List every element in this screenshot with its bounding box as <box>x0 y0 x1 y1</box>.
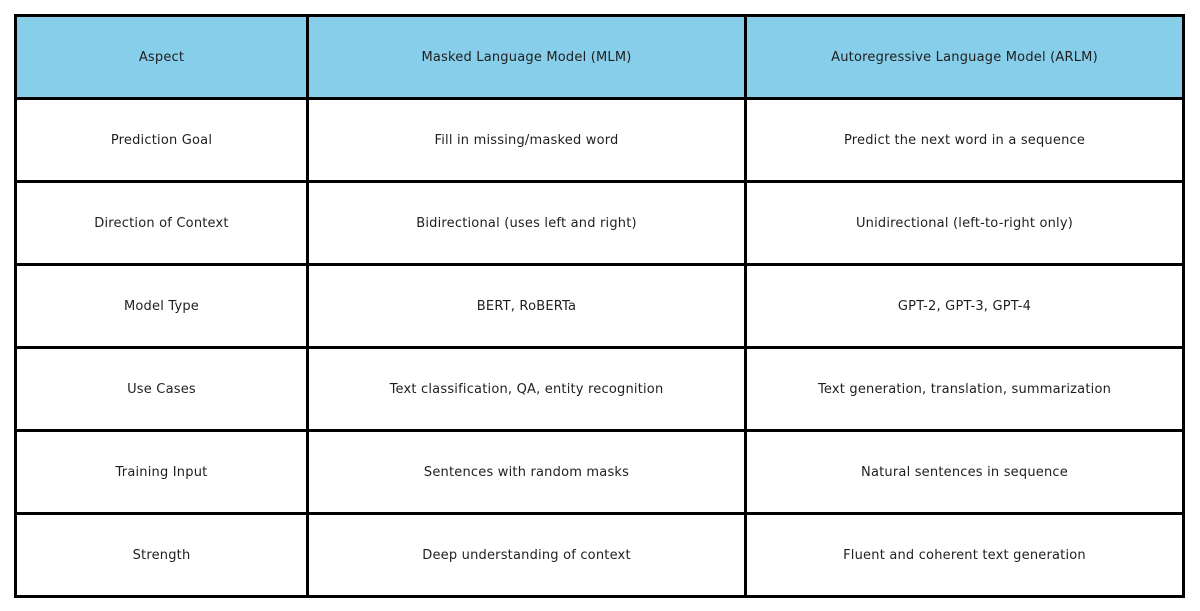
row-label-cell: Prediction Goal <box>16 99 308 182</box>
row-label-cell: Strength <box>16 514 308 597</box>
table-row <box>16 99 1184 182</box>
column-header-1: Masked Language Model (MLM) <box>308 16 746 99</box>
value-cell: Bidirectional (uses left and right) <box>308 182 746 265</box>
column-header-0: Aspect <box>16 16 308 99</box>
row-label-cell: Use Cases <box>16 348 308 431</box>
value-cell: Natural sentences in sequence <box>746 431 1184 514</box>
row-label-cell: Training Input <box>16 431 308 514</box>
value-cell: Deep understanding of context <box>308 514 746 597</box>
value-cell: Fluent and coherent text generation <box>746 514 1184 597</box>
value-cell: BERT, RoBERTa <box>308 265 746 348</box>
value-cell: GPT-2, GPT-3, GPT-4 <box>746 265 1184 348</box>
row-label-cell: Direction of Context <box>16 182 308 265</box>
value-cell: Fill in missing/masked word <box>308 99 746 182</box>
mlm-arlm-comparison-table <box>14 14 1185 598</box>
table-header <box>16 16 1184 99</box>
table-body <box>16 99 1184 597</box>
table-row <box>16 265 1184 348</box>
table-row <box>16 182 1184 265</box>
row-label-cell: Model Type <box>16 265 308 348</box>
table-row <box>16 348 1184 431</box>
header-row <box>16 16 1184 99</box>
value-cell: Sentences with random masks <box>308 431 746 514</box>
column-header-2: Autoregressive Language Model (ARLM) <box>746 16 1184 99</box>
value-cell: Predict the next word in a sequence <box>746 99 1184 182</box>
table-row <box>16 431 1184 514</box>
value-cell: Unidirectional (left-to-right only) <box>746 182 1184 265</box>
table-row <box>16 514 1184 597</box>
value-cell: Text classification, QA, entity recognition <box>308 348 746 431</box>
value-cell: Text generation, translation, summarization <box>746 348 1184 431</box>
